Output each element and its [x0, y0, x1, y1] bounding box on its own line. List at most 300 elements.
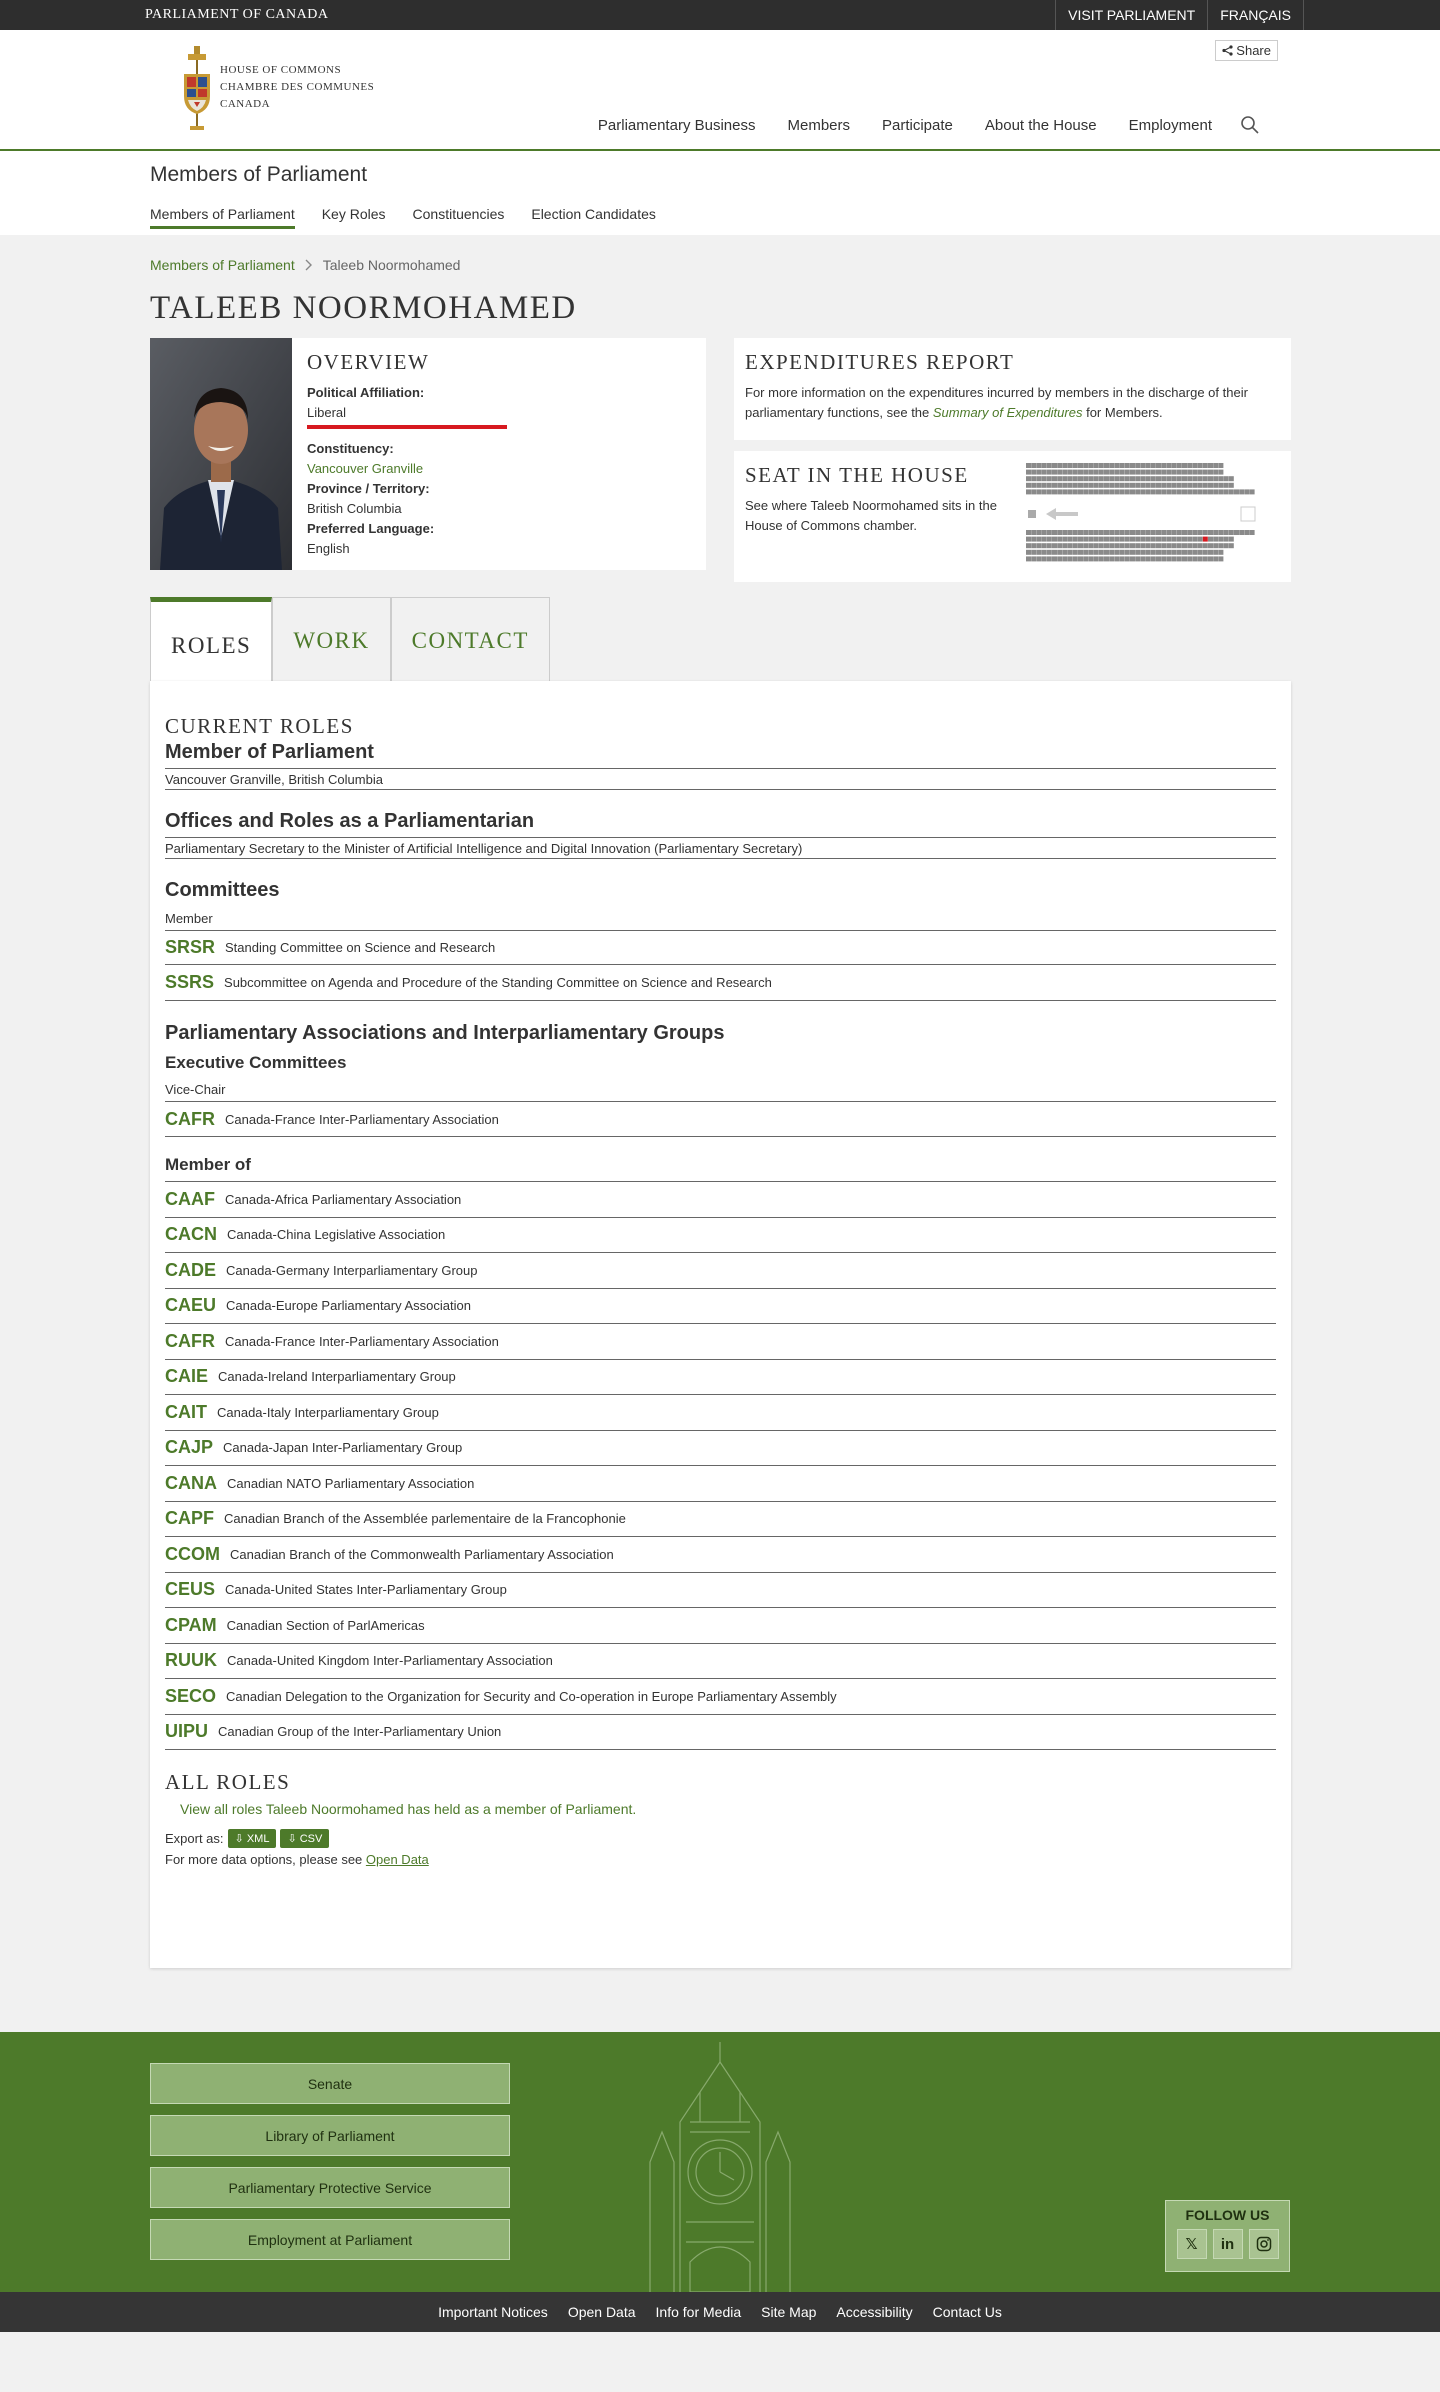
seat [1135, 537, 1140, 542]
committee-row[interactable]: SRSR Standing Committee on Science and Research [165, 930, 1276, 965]
seat [1218, 476, 1223, 481]
seat [1146, 463, 1151, 468]
seat [1213, 476, 1218, 481]
seat [1099, 470, 1104, 475]
seat [1125, 543, 1130, 548]
seat [1208, 556, 1213, 561]
tab-work[interactable]: WORK [272, 597, 390, 681]
footer-open-data[interactable]: Open Data [567, 2304, 636, 2320]
nav-employment[interactable]: Employment [1128, 116, 1212, 134]
seat [1109, 530, 1114, 535]
seat [1088, 476, 1093, 481]
member-of-row[interactable] [165, 1431, 1276, 1467]
chevron-right-icon [305, 259, 313, 271]
seat [1057, 550, 1062, 555]
seat [1161, 463, 1166, 468]
seat [1177, 530, 1182, 535]
seat [1198, 550, 1203, 555]
seat [1187, 556, 1192, 561]
seat [1104, 476, 1109, 481]
footer-senate-link[interactable]: Senate [150, 2063, 510, 2104]
seat [1068, 550, 1073, 555]
seat [1088, 556, 1093, 561]
seat [1146, 470, 1151, 475]
tab-constituencies[interactable]: Constituencies [412, 206, 505, 222]
seat [1083, 537, 1088, 542]
member-of-row[interactable] [165, 1715, 1276, 1751]
seat [1140, 463, 1145, 468]
seat [1166, 543, 1171, 548]
seat [1140, 470, 1145, 475]
seat [1094, 470, 1099, 475]
seat [1213, 543, 1218, 548]
constituency-label: Constituency: [307, 441, 394, 456]
seat [1130, 463, 1135, 468]
export-label: Export as: [165, 1831, 224, 1846]
seat [1140, 550, 1145, 555]
seat [1161, 550, 1166, 555]
seat [1213, 550, 1218, 555]
instagram-icon[interactable] [1249, 2229, 1279, 2259]
seat [1026, 470, 1031, 475]
member-of-row[interactable] [165, 1466, 1276, 1502]
seat [1052, 537, 1057, 542]
seat [1156, 530, 1161, 535]
seat [1031, 530, 1036, 535]
seat [1166, 463, 1171, 468]
seat [1151, 470, 1156, 475]
all-roles-link[interactable]: View all roles Taleeb Noormohamed has held as a member of Parliament. [180, 1801, 637, 1817]
seat [1151, 483, 1156, 488]
seat [1125, 530, 1130, 535]
seat [1213, 483, 1218, 488]
open-data-link[interactable]: Open Data [365, 1852, 429, 1867]
member-of-row[interactable] [165, 1573, 1276, 1609]
seat [1156, 476, 1161, 481]
house-seating-map[interactable] [1026, 463, 1256, 570]
association-code: CAIT [165, 1401, 207, 1422]
seat [1057, 483, 1062, 488]
breadcrumb [150, 257, 460, 273]
seat [1187, 550, 1192, 555]
seat [1052, 556, 1057, 561]
seat [1036, 543, 1041, 548]
seat [1224, 476, 1229, 481]
seat [1057, 463, 1062, 468]
seat [1177, 470, 1182, 475]
seat [1047, 483, 1052, 488]
member-of-row[interactable] [165, 1644, 1276, 1680]
constituency-link[interactable]: Vancouver Granville [307, 461, 424, 476]
association-code: CPAM [165, 1614, 217, 1635]
seat [1140, 556, 1145, 561]
seat [1078, 483, 1083, 488]
tab-members-of-parliament[interactable]: Members of Parliament [150, 206, 295, 229]
seat [1036, 463, 1041, 468]
office-row: Parliamentary Secretary to the Minister of Artificial Intelligence and Digital Innovation (Parliamentary Secretary) [165, 837, 1276, 859]
seat [1120, 489, 1125, 494]
seat [1073, 463, 1078, 468]
footer-employment-link[interactable]: Employment at Parliament [150, 2219, 510, 2260]
summary-of-expenditures-link[interactable]: Summary of Expenditures [932, 405, 1083, 420]
member-of-row[interactable] [165, 1253, 1276, 1289]
seat [1166, 489, 1171, 494]
seat [1068, 463, 1073, 468]
seat [1140, 530, 1145, 535]
seat [1182, 463, 1187, 468]
seat [1042, 530, 1047, 535]
seat [1099, 550, 1104, 555]
seat [1187, 470, 1192, 475]
affiliation-value: Liberal [307, 405, 347, 420]
seat [1192, 489, 1197, 494]
footer-important-notices[interactable]: Important Notices [438, 2304, 548, 2320]
visit-parliament-link[interactable]: VISIT PARLIAMENT [1055, 0, 1207, 30]
seat [1192, 550, 1197, 555]
seat [1109, 550, 1114, 555]
seat [1172, 543, 1177, 548]
seat [1208, 483, 1213, 488]
expenditures-title: EXPENDITURES REPORT [745, 350, 1015, 374]
seat [1203, 470, 1208, 475]
seat [1192, 476, 1197, 481]
nav-parliamentary-business[interactable]: Parliamentary Business [597, 116, 756, 134]
seat [1177, 550, 1182, 555]
association-code: CAEU [165, 1295, 217, 1316]
seat [1094, 537, 1099, 542]
seat [1052, 543, 1057, 548]
seat [1073, 550, 1078, 555]
seat [1130, 530, 1135, 535]
association-code: CADE [165, 1259, 217, 1280]
association-code: CACN [165, 1224, 217, 1245]
seat [1057, 470, 1062, 475]
site-header [0, 30, 1440, 151]
seat [1140, 489, 1145, 494]
share-button[interactable] [1215, 40, 1278, 61]
seat [1224, 543, 1229, 548]
seat [1036, 537, 1041, 542]
seat [1135, 470, 1140, 475]
tab-contact[interactable]: CONTACT [391, 597, 550, 681]
tab-election-candidates[interactable]: Election Candidates [531, 206, 656, 222]
seat [1218, 543, 1223, 548]
crest-icon [180, 44, 214, 136]
seat [1218, 470, 1223, 475]
nav-participate[interactable]: Participate [882, 116, 953, 134]
export-xml-button[interactable]: ⇩ XML [228, 1829, 277, 1848]
association-name: Canada-China Legislative Association [227, 1227, 446, 1243]
association-code: CCOM [165, 1543, 220, 1564]
footer-site-map[interactable]: Site Map [761, 2304, 817, 2320]
seat [1026, 543, 1031, 548]
seat [1192, 537, 1197, 542]
seat [1213, 530, 1218, 535]
seat [1109, 489, 1114, 494]
breadcrumb-current: Taleeb Noormohamed [322, 257, 461, 273]
seat [1203, 530, 1208, 535]
seat [1062, 483, 1067, 488]
association-name: Canadian Section of ParlAmericas [226, 1617, 425, 1633]
seat [1156, 470, 1161, 475]
association-code: CANA [165, 1472, 217, 1493]
seat [1120, 556, 1125, 561]
seat [1140, 483, 1145, 488]
footer-contact-us[interactable]: Contact Us [932, 2304, 1002, 2320]
seat [1172, 463, 1177, 468]
seat [1213, 463, 1218, 468]
seat [1047, 537, 1052, 542]
seat [1026, 537, 1031, 542]
seat [1208, 470, 1213, 475]
seat [1156, 543, 1161, 548]
seat [1172, 476, 1177, 481]
follow-us-title: FOLLOW US [1185, 2207, 1270, 2223]
linkedin-icon[interactable]: in [1213, 2229, 1243, 2259]
seat [1229, 483, 1234, 488]
mp-title: Member of Parliament [165, 741, 374, 763]
association-code: CAJP [165, 1437, 214, 1458]
seat [1198, 489, 1203, 494]
seat [1026, 530, 1031, 535]
seat [1172, 550, 1177, 555]
seat [1083, 483, 1088, 488]
seat [1109, 543, 1114, 548]
executive-row[interactable]: CAFR Canada-France Inter-Parliamentary Association [165, 1101, 1276, 1137]
member-of-title: Member of [165, 1155, 1276, 1182]
seat [1146, 550, 1151, 555]
footer-bottom-bar [0, 2292, 1440, 2332]
member-of-row[interactable] [165, 1360, 1276, 1396]
parliament-brand[interactable]: PARLIAMENT OF CANADA [145, 7, 329, 22]
tab-roles[interactable]: ROLES [150, 597, 272, 681]
seat [1047, 463, 1052, 468]
seat [1250, 530, 1255, 535]
seat [1094, 483, 1099, 488]
section-title: Members of Parliament [150, 163, 368, 186]
seat [1078, 556, 1083, 561]
seat [1192, 556, 1197, 561]
seat [1083, 463, 1088, 468]
seat [1198, 556, 1203, 561]
seat [1151, 537, 1156, 542]
seat [1218, 483, 1223, 488]
seat [1083, 550, 1088, 555]
seat [1036, 470, 1041, 475]
seat [1120, 543, 1125, 548]
seat [1088, 550, 1093, 555]
executive-role: Vice-Chair [165, 1082, 226, 1097]
seat [1156, 550, 1161, 555]
seat [1192, 463, 1197, 468]
association-name: Canadian Branch of the Assemblée parlementaire de la Francophonie [224, 1511, 626, 1527]
offices-title: Offices and Roles as a Parliamentarian [165, 810, 535, 832]
seat [1135, 476, 1140, 481]
seat [1182, 537, 1187, 542]
seat [1083, 530, 1088, 535]
seat [1031, 550, 1036, 555]
seat [1057, 556, 1062, 561]
seat [1177, 463, 1182, 468]
house-of-commons-logo[interactable] [180, 44, 374, 136]
export-csv-button[interactable]: ⇩ CSV [280, 1829, 329, 1848]
seat [1114, 476, 1119, 481]
seat [1130, 543, 1135, 548]
site-footer [0, 2032, 1440, 2292]
seat [1120, 470, 1125, 475]
seat [1031, 463, 1036, 468]
association-code: CAPF [165, 1508, 214, 1529]
speaker-chair [1028, 510, 1036, 518]
seat [1203, 483, 1208, 488]
footer-info-for-media[interactable]: Info for Media [655, 2304, 742, 2320]
seat [1062, 470, 1067, 475]
logo-line-2: CHAMBRE DES COMMUNES [220, 80, 375, 93]
seat [1031, 543, 1036, 548]
logo-line-1: HOUSE OF COMMONS [220, 63, 342, 76]
seat [1177, 556, 1182, 561]
profile-tabs [150, 597, 550, 681]
seat [1244, 530, 1249, 535]
seat [1146, 530, 1151, 535]
seat [1099, 556, 1104, 561]
breadcrumb-parent[interactable]: Members of Parliament [150, 257, 295, 273]
member-of-row[interactable] [165, 1679, 1276, 1715]
seat [1146, 489, 1151, 494]
seat [1052, 470, 1057, 475]
seat [1088, 483, 1093, 488]
seat [1036, 550, 1041, 555]
seat [1156, 556, 1161, 561]
association-code: UIPU [165, 1721, 209, 1742]
seat [1120, 550, 1125, 555]
seat [1068, 556, 1073, 561]
seat [1234, 530, 1239, 535]
nav-about-the-house[interactable]: About the House [984, 116, 1097, 134]
association-name: Canada-Japan Inter-Parliamentary Group [223, 1440, 463, 1456]
seat [1036, 530, 1041, 535]
seat [1109, 476, 1114, 481]
expenditures-card [734, 338, 1291, 440]
footer-accessibility[interactable]: Accessibility [836, 2304, 913, 2320]
seat [1172, 556, 1177, 561]
seat [1120, 463, 1125, 468]
seat [1031, 489, 1036, 494]
seat [1161, 537, 1166, 542]
association-name: Canada-Germany Interparliamentary Group [226, 1262, 478, 1278]
seat [1198, 476, 1203, 481]
seat [1036, 476, 1041, 481]
seat [1192, 530, 1197, 535]
seat [1042, 489, 1047, 494]
seat [1078, 550, 1083, 555]
seat [1213, 537, 1218, 542]
seat [1078, 537, 1083, 542]
seat [1166, 470, 1171, 475]
seat [1161, 476, 1166, 481]
seat [1083, 476, 1088, 481]
seat [1203, 489, 1208, 494]
peace-tower-illustration [590, 2032, 850, 2292]
member-of-row[interactable] [165, 1608, 1276, 1644]
member-of-row[interactable] [165, 1502, 1276, 1538]
seat [1151, 550, 1156, 555]
seat [1026, 556, 1031, 561]
seat [1073, 543, 1078, 548]
seat [1177, 476, 1182, 481]
seat [1239, 489, 1244, 494]
member-of-row[interactable] [165, 1324, 1276, 1360]
seat [1187, 537, 1192, 542]
seat [1135, 483, 1140, 488]
seat [1140, 543, 1145, 548]
all-roles-title: ALL ROLES [165, 1770, 291, 1794]
party-color-bar [307, 425, 507, 429]
seat [1182, 550, 1187, 555]
member-portrait [150, 338, 292, 570]
committees-role: Member [165, 911, 213, 926]
footer-library-link[interactable]: Library of Parliament [150, 2115, 510, 2156]
bar-of-house [1241, 507, 1255, 521]
seat [1042, 470, 1047, 475]
seat [1182, 470, 1187, 475]
seat [1073, 556, 1078, 561]
seat [1213, 489, 1218, 494]
seat [1042, 537, 1047, 542]
seat [1135, 489, 1140, 494]
seat [1109, 483, 1114, 488]
footer-protective-service-link[interactable]: Parliamentary Protective Service [150, 2167, 510, 2208]
seat [1120, 530, 1125, 535]
seat [1203, 476, 1208, 481]
search-icon[interactable] [1240, 115, 1260, 135]
member-of-row[interactable] [165, 1537, 1276, 1573]
seat [1094, 543, 1099, 548]
seat [1208, 550, 1213, 555]
executive-committees-title: Executive Committees [165, 1053, 347, 1072]
association-name: Canadian Group of the Inter-Parliamentary Union [218, 1724, 502, 1740]
member-of-row[interactable] [165, 1218, 1276, 1254]
seat [1192, 483, 1197, 488]
tab-key-roles[interactable]: Key Roles [321, 206, 386, 222]
seat [1047, 489, 1052, 494]
seat [1062, 550, 1067, 555]
seat [1088, 489, 1093, 494]
seat [1213, 470, 1218, 475]
seat [1130, 476, 1135, 481]
seat [1130, 537, 1135, 542]
member-of-row[interactable] [165, 1289, 1276, 1325]
seat [1192, 543, 1197, 548]
seat [1177, 537, 1182, 542]
seat [1208, 530, 1213, 535]
seat [1198, 537, 1203, 542]
seat [1042, 476, 1047, 481]
committee-row[interactable]: SSRS Subcommittee on Agenda and Procedure of the Standing Committee on Science and Research [165, 965, 1276, 1001]
member-of-row[interactable] [165, 1182, 1276, 1218]
overview-card [150, 338, 706, 570]
open-data-note: For more data options, please see Open Data [165, 1852, 429, 1867]
nav-members[interactable]: Members [787, 116, 850, 134]
seat [1073, 530, 1078, 535]
seat [1166, 550, 1171, 555]
seat [1083, 470, 1088, 475]
member-of-row[interactable] [165, 1395, 1276, 1431]
x-icon[interactable]: 𝕏 [1177, 2229, 1207, 2259]
language-toggle-link[interactable]: FRANÇAIS [1207, 0, 1304, 30]
seat [1218, 556, 1223, 561]
association-code: CEUS [165, 1579, 216, 1600]
